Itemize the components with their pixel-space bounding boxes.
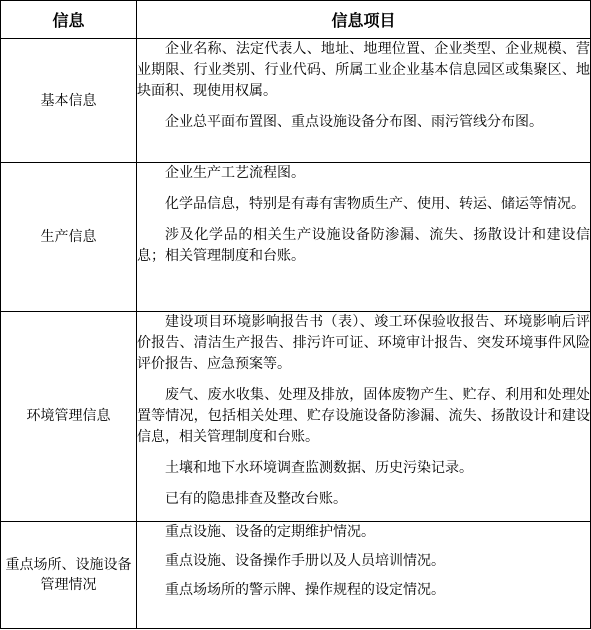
table-row-production-info xyxy=(1,163,591,312)
item-text: 涉及化学品的相关生产设施设备防渗漏、流失、扬散设计和建设信息；相关管理制度和台账。 xyxy=(137,227,590,265)
item-text: 重点设施、设备的定期维护情况。 xyxy=(165,523,375,540)
item-text: 土壤和地下水环境调查监测数据、历史污染记录。 xyxy=(165,459,473,476)
item-text: 重点场场所的警示牌、操作规程的设定情况。 xyxy=(165,581,445,598)
item-text: 重点设施、设备操作手册以及人员培训情况。 xyxy=(165,552,445,569)
table-row-environment-info xyxy=(1,311,591,521)
item-text: 企业总平面布置图、重点设施设备分布图、雨污管线分布图。 xyxy=(165,114,543,130)
item-text: 建设项目环境影响报告书（表）、竣工环保验收报告、环境影响后评价报告、清洁生产报告、排污许可证、环境审计报告、突发环境事件风险评价报告、应急预案等。 xyxy=(137,313,590,372)
row-items xyxy=(137,39,591,163)
item-text: 企业名称、法定代表人、地址、地理位置、企业类型、企业规模、营业期限、行业类别、行业代码、所属工业企业基本信息园区或集聚区、地块面积、现使用权属。 xyxy=(137,41,590,99)
item-text: 废气、废水收集、处理及排放，固体废物产生、贮存、利用和处理处置等情况，包括相关处理、贮存设施设备防渗漏、流失、扬散设计和建设信息，相关管理制度和台账。 xyxy=(137,386,590,445)
row-category: 环境管理信息 xyxy=(1,311,137,521)
table-header-row xyxy=(1,1,591,39)
row-items xyxy=(137,521,591,628)
row-items xyxy=(137,163,591,312)
row-category: 生产信息 xyxy=(1,163,137,312)
row-items xyxy=(137,311,591,521)
row-category: 重点场所、设施设备管理情况 xyxy=(1,521,137,628)
item-text: 企业生产工艺流程图。 xyxy=(165,165,305,182)
item-text: 化学品信息，特别是有毒有害物质生产、使用、转运、储运等情况。 xyxy=(165,196,585,213)
table-row-key-sites xyxy=(1,521,591,628)
table-row-basic-info xyxy=(1,39,591,163)
row-category: 基本信息 xyxy=(1,39,137,163)
column-header-items: 信息项目 xyxy=(137,1,591,39)
item-text: 已有的隐患排查及整改台账。 xyxy=(165,490,347,507)
column-header-category: 信息 xyxy=(1,1,137,39)
